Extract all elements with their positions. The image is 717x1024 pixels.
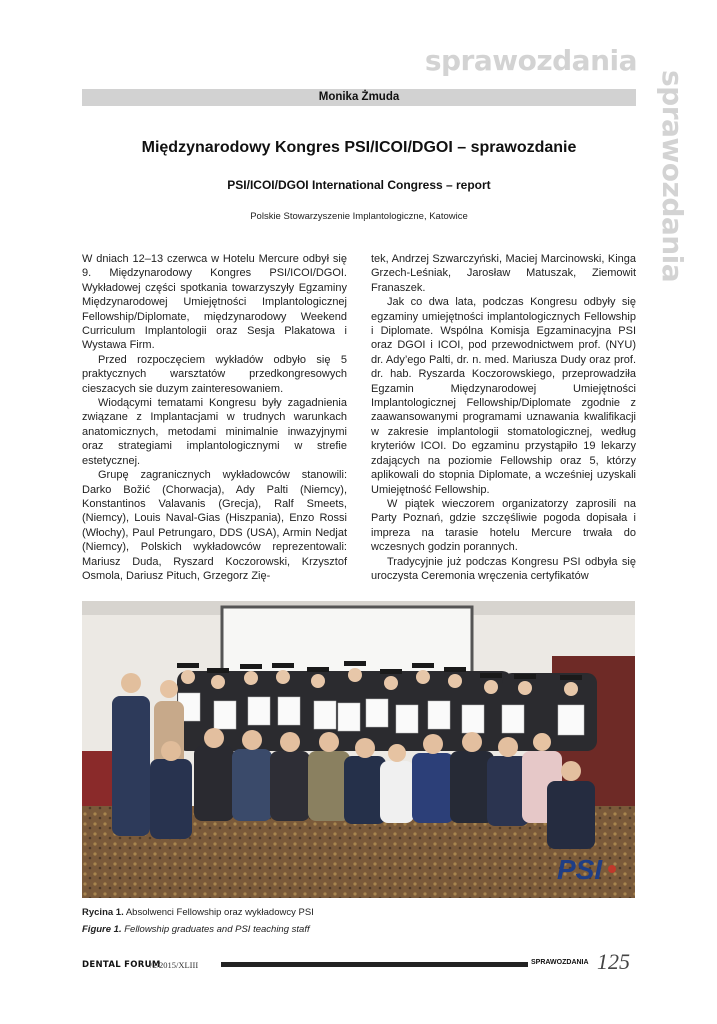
paragraph: W piątek wieczorem organizatorzy zaprosili na Party Poznań, gdzie szczęśliwie pogoda dopisała i impreza na tarasie hotelu Mercure trwała do wczesnych godzin porannych.: [371, 497, 636, 554]
caption-label: Figure 1.: [82, 924, 122, 935]
paragraph: Przed rozpoczęciem wykładów odbyło się 5 praktycznych warsztatów przedkongresowych cieszacych sie duzym zainteresowaniem.: [82, 353, 347, 395]
journal-brand: DENTAL FORUM: [82, 960, 161, 970]
paragraph: Grupę zagranicznych wykładowców stanowili: Darko Božić (Chorwacja), Ady Palti (Niemcy), Konstantinos Valavanis (Grecja), Ralf Smeets, (Niemcy), Louis Naval-Gias (Hiszpania), Enzo Rossi (Włochy), Paul Petrungaro, DDS (USA), Armin Nedjat (Niemcy), Polskich wykładowców reprezentowali: Mariusz Duda, Ryszard Koczorowski, Krzysztof Osmola, Dariusz Pituch, Grzegorz Zię-: [82, 469, 347, 582]
paragraph: Wiodącymi tematami Kongresu były zagadnienia związane z Implantacjami w trudnych warunkach anatomicznych, metodami minimalnie inwazyjnymi oraz strategiami implantologicznymi w strefie estetycznej.: [82, 397, 347, 467]
psi-logo-text: PSI: [557, 854, 603, 885]
paragraph: Tradycyjnie już podczas Kongresu PSI odbyła się uroczysta Ceremonia wręczenia certyfikatów: [371, 555, 636, 582]
paragraph: tek, Andrzej Szwarczyński, Maciej Marcinowski, Kinga Grzech-Leśniak, Jarosław Matuszak, Ziemowit Franaszek.: [371, 253, 636, 294]
footer-section-label: SPRAWOZDANIA: [531, 959, 589, 966]
footer-rule: [221, 962, 528, 967]
figure-caption-pl: [82, 907, 314, 918]
article-title: Międzynarodowy Kongres PSI/ICOI/DGOI – sprawozdanie: [141, 139, 577, 156]
paragraph: W dniach 12–13 czerwca w Hotelu Mercure odbył się 9. Międzynarodowy Kongres PSI/ICOI/DGOI. Wykładowej części spotkania towarzyszyły Egzaminy Międzynarodowej Umiejętności Implantologicznej Fellowship/Diplomate, międzynarodowy Weekend Curriculum Implantologii oraz Sesja Plakatowa i Wystawa Firm.: [82, 253, 347, 352]
journal-issue: /2/2015/XLIII: [150, 960, 199, 970]
text-column-right: [371, 252, 636, 583]
group-photo: [82, 601, 635, 898]
caption-label: Rycina 1.: [82, 907, 124, 918]
article-subtitle: PSI/ICOI/DGOI International Congress – report: [227, 178, 491, 192]
author-name: Monika Żmuda: [318, 91, 400, 103]
page-number: 125: [597, 949, 630, 974]
text-column-left: [82, 252, 347, 583]
section-tag-horizontal: sprawozdania: [424, 44, 637, 77]
caption-text: Absolwenci Fellowship oraz wykładowcy PSI: [123, 907, 314, 918]
figure-caption-en: [82, 924, 310, 935]
author-bar: [82, 89, 636, 106]
article-affiliation: Polskie Stowarzyszenie Implantologiczne, Katowice: [250, 211, 468, 222]
paragraph: Jak co dwa lata, podczas Kongresu odbyły się egzaminy umiejętności implantologicznych Fellowship i Diplomate. Wspólna Komisja Egzaminacyjna PSI oraz DGOI i ICOI, pod przewodnictwem prof. (NYU) dr. Ady’ego Palti, dr. n. med. Mariusza Dudy oraz prof. dr. hab. Ryszarda Koczorowskiego, przeprowadziła Egzamin Międzynarodowej Umiejętności Implantologicznej Fellowship/Diplomate zgodnie z zaawansowanymi programami uznawania kwalifikacji w zakresie implantologii stomatologicznej, według kryteriów ICOI. Do egzaminu przystąpiło 19 lekarzy zdających na poziomie Fellowship oraz 5, którzy aplikowali do stopnia Diplomate, a wcześniej uzyskali Umiejętność Fellowship.: [371, 296, 636, 496]
section-tag-vertical: sprawozdania: [656, 70, 689, 283]
caption-text: Fellowship graduates and PSI teaching staff: [121, 924, 310, 935]
